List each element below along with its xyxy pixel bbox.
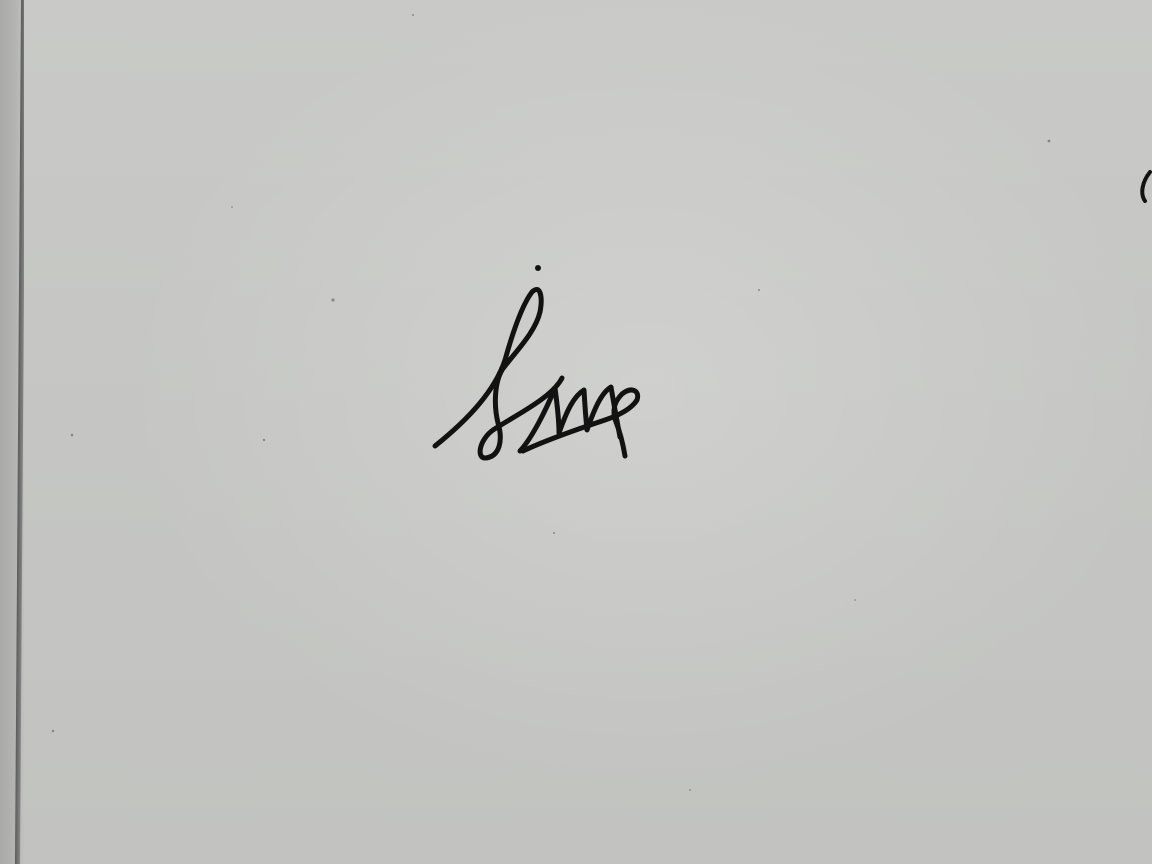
paper-sheet <box>24 0 1152 864</box>
